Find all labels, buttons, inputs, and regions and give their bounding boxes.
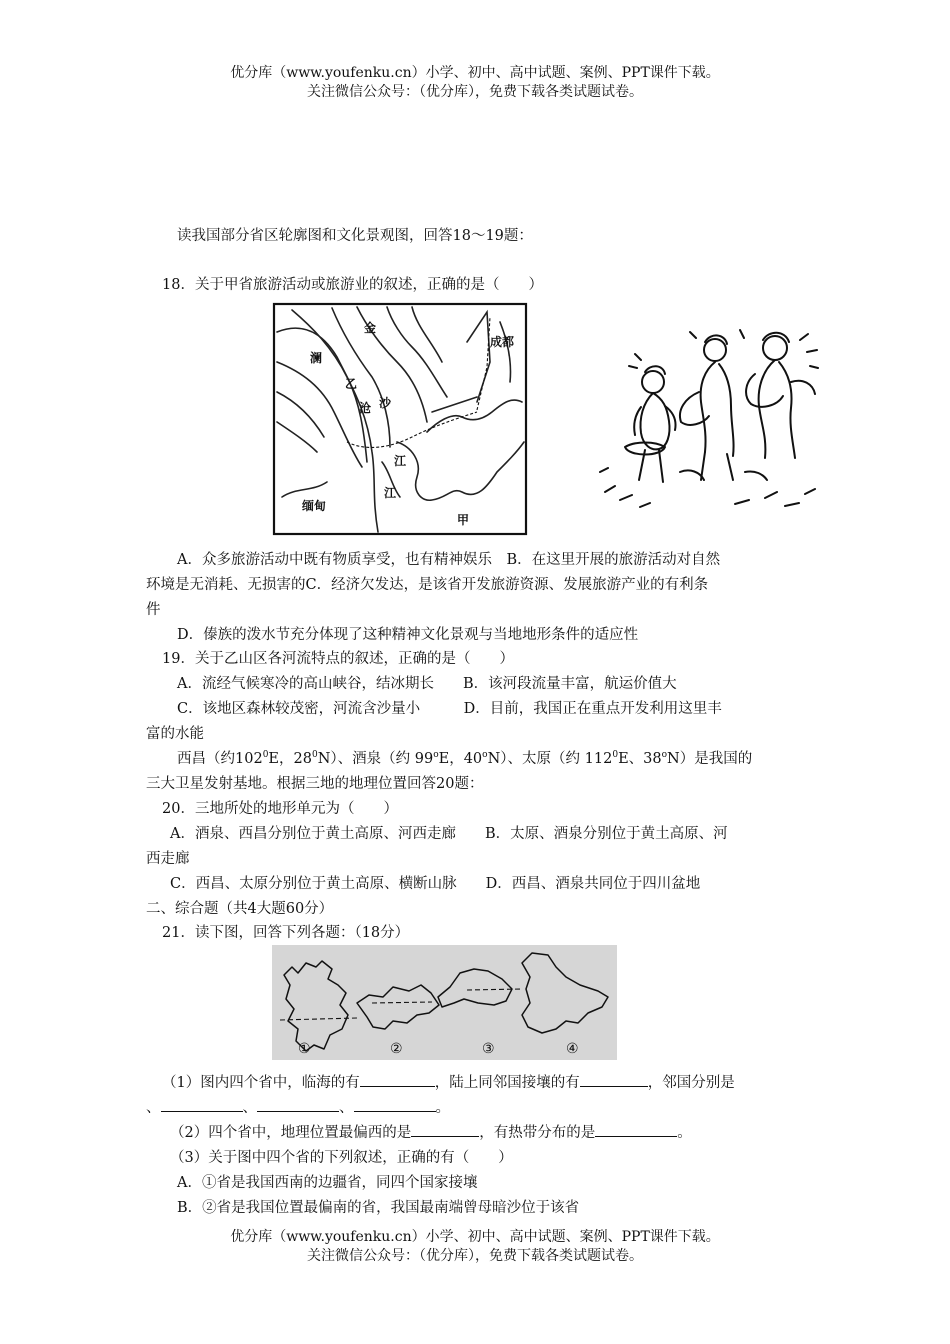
q21-part-3-stem: （3）关于图中四个省的下列叙述，正确的有（ ） bbox=[170, 1150, 513, 1166]
map-label-jiang-2: 江 bbox=[384, 486, 397, 500]
answer-blank[interactable] bbox=[411, 1122, 479, 1137]
answer-blank[interactable] bbox=[595, 1122, 677, 1137]
passage-20-line-2: 三大卫星发射基地。根据三地的地理位置回答20题： bbox=[146, 776, 484, 792]
q18-stem: 18．关于甲省旅游活动或旅游业的叙述，正确的是（ ） bbox=[162, 277, 543, 293]
q19-options-cd-line-1: C．该地区森林较茂密，河流含沙量小 D．目前，我国正在重点开发利用这里丰 bbox=[177, 701, 722, 717]
q21-part-1-line-1: （1）图内四个省中，临海的有 ，陆上同邻国接壤的有 ，邻国分别是 bbox=[162, 1072, 735, 1094]
q19-options-cd-line-2: 富的水能 bbox=[146, 726, 204, 742]
map-label-1: ① bbox=[298, 1041, 311, 1057]
map-label-yi: 乙 bbox=[345, 377, 358, 391]
q19-stem: 19．关于乙山区各河流特点的叙述，正确的是（ ） bbox=[162, 651, 514, 667]
four-provinces-map bbox=[272, 945, 617, 1060]
section-2-heading: 二、综合题（共4大题60分） bbox=[146, 901, 334, 917]
answer-blank[interactable] bbox=[161, 1097, 243, 1112]
answer-blank[interactable] bbox=[354, 1097, 436, 1112]
map-label-4: ④ bbox=[566, 1041, 579, 1057]
map-label-jiang-1: 江 bbox=[394, 454, 407, 468]
passage-20-line-1: 西昌（约$102^0E$，$28^0N$）、酒泉（约 99$^o$E，40$^o$N）、太原（约 $112^0E$、38$^o$N）是我国的 bbox=[177, 750, 753, 767]
q19-options-ab: A．流经气候寒冷的高山峡谷，结冰期长 B．该河段流量丰富，航运价值大 bbox=[177, 676, 677, 692]
map-label-jin: 金 bbox=[364, 321, 377, 335]
province-outline-map bbox=[272, 302, 528, 536]
q21-stem: 21．读下图，回答下列各题：（18分） bbox=[162, 925, 410, 941]
q20-options-ab-line-2: 西走廊 bbox=[146, 851, 190, 867]
map-label-3: ③ bbox=[482, 1041, 495, 1057]
q20-options-cd: C．西昌、太原分别位于黄土高原、横断山脉 D．西昌、酒泉共同位于四川盆地 bbox=[170, 876, 701, 892]
q21-part-1-line-2: 、 、 、 。 bbox=[146, 1097, 450, 1119]
answer-blank[interactable] bbox=[257, 1097, 339, 1112]
q21-part-3-option-a: A．①省是我国西南的边疆省，同四个国家接壤 bbox=[177, 1175, 478, 1191]
map-label-2: ② bbox=[390, 1041, 403, 1057]
q21-part-3-option-b: B．②省是我国位置最偏南的省，我国最南端曾母暗沙位于该省 bbox=[177, 1200, 580, 1216]
q21-part-2: （2）四个省中，地理位置最偏西的是 ，有热带分布的是 。 bbox=[170, 1122, 692, 1144]
header-line-2: 关注微信公众号：（优分库），免费下载各类试题试卷。 bbox=[307, 84, 643, 100]
header-line-1: 优分库（www.youfenku.cn）小学、初中、高中试题、案例、PPT课件下载。 bbox=[230, 65, 720, 81]
answer-blank[interactable] bbox=[580, 1072, 648, 1087]
q18-option-a-line-1: A．众多旅游活动中既有物质享受，也有精神娱乐 B．在这里开展的旅游活动对自然 bbox=[177, 552, 721, 568]
map-label-jia: 甲 bbox=[457, 513, 470, 527]
q18-option-d: D．傣族的泼水节充分体现了这种精神文化景观与当地地形条件的适应性 bbox=[177, 627, 639, 643]
map-label-cang: 沧 bbox=[359, 401, 372, 415]
answer-blank[interactable] bbox=[360, 1072, 435, 1087]
q20-options-ab-line-1: A．酒泉、西昌分别位于黄土高原、河西走廊 B．太原、酒泉分别位于黄土高原、河 bbox=[170, 826, 728, 842]
q18-option-a-line-2: 环境是无消耗、无损害的C．经济欠发达，是该省开发旅游资源、发展旅游产业的有利条 bbox=[146, 577, 709, 593]
footer-line-1: 优分库（www.youfenku.cn）小学、初中、高中试题、案例、PPT课件下载。 bbox=[230, 1229, 720, 1245]
intro-text: 读我国部分省区轮廓图和文化景观图，回答18～19题： bbox=[177, 228, 533, 244]
footer-line-2: 关注微信公众号：（优分库），免费下载各类试题试卷。 bbox=[307, 1248, 643, 1264]
map-label-lan: 澜 bbox=[310, 351, 323, 365]
map-label-chengdu: 成都 bbox=[490, 335, 515, 349]
dai-water-festival-illustration bbox=[595, 322, 835, 518]
q20-stem: 20．三地所处的地形单元为（ ） bbox=[162, 801, 398, 817]
map-label-sha: 沙 bbox=[379, 396, 392, 410]
q18-option-a-line-3: 件 bbox=[146, 602, 161, 618]
map-label-miandian: 缅甸 bbox=[302, 499, 327, 513]
